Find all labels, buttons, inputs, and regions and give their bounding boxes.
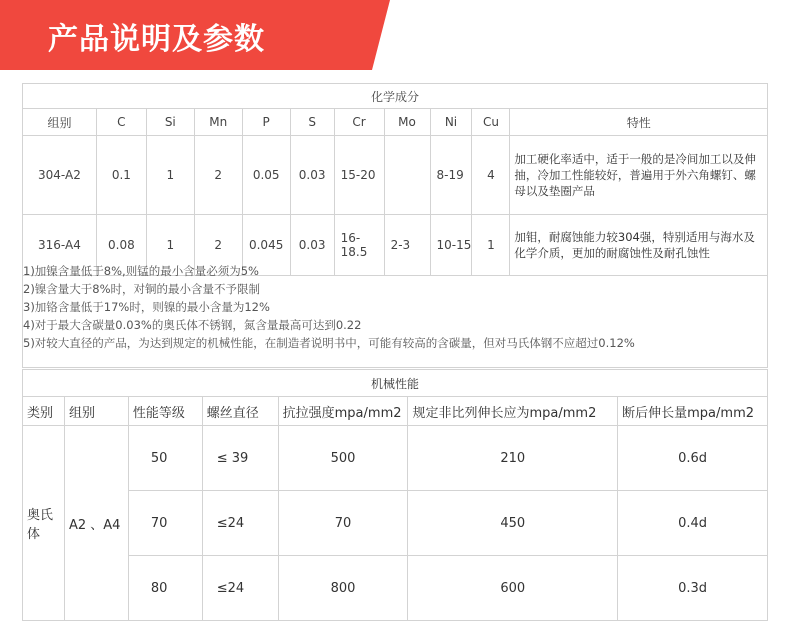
col-header-grade: 性能等级	[128, 397, 202, 426]
col-header-s: S	[290, 109, 334, 136]
cell-c: 0.08	[96, 215, 146, 276]
col-header-feature: 特性	[510, 109, 768, 136]
cell-cr: 15-20	[334, 136, 384, 215]
cell-cu: 4	[472, 136, 510, 215]
cell-tensile: 800	[278, 556, 408, 621]
cell-si: 1	[146, 215, 194, 276]
chemical-header-row	[23, 109, 768, 136]
col-header-cr: Cr	[334, 109, 384, 136]
col-header-ni: Ni	[430, 109, 472, 136]
cell-tensile: 70	[278, 491, 408, 556]
chemical-composition-table	[22, 83, 768, 276]
note-line: 5)对较大直径的产品，为达到规定的机械性能，在制造者说明书中，可能有较高的含碳量，但对马氏体钢不应超过0.12%	[23, 336, 635, 350]
col-header-p: P	[242, 109, 290, 136]
cell-p: 0.045	[242, 215, 290, 276]
chemical-caption: 化学成分	[23, 84, 768, 109]
col-header-cu: Cu	[472, 109, 510, 136]
cell-elongation: 0.6d	[618, 426, 768, 491]
cell-ni: 8-19	[430, 136, 472, 215]
cell-c: 0.1	[96, 136, 146, 215]
col-header-group: 组别	[64, 397, 128, 426]
col-header-tensile: 抗拉强度mpa/mm2	[278, 397, 408, 426]
cell-feature: 加钼，耐腐蚀能力较304强，特别适用与海水及化学介质，更加的耐腐蚀性及耐孔蚀性	[510, 215, 768, 276]
cell-cu: 1	[472, 215, 510, 276]
cell-p: 0.05	[242, 136, 290, 215]
cell-group: 304-A2	[23, 136, 97, 215]
cell-s: 0.03	[290, 215, 334, 276]
table-row	[23, 556, 768, 621]
cell-grade: 50	[128, 426, 202, 491]
col-header-diameter: 螺丝直径	[202, 397, 278, 426]
cell-si: 1	[146, 136, 194, 215]
cell-yield: 450	[408, 491, 618, 556]
col-header-c: C	[96, 109, 146, 136]
cell-diameter: ≤24	[202, 556, 278, 621]
mechanical-properties-table	[22, 369, 768, 621]
cell-mo	[384, 136, 430, 215]
table-row	[23, 491, 768, 556]
cell-cr: 16-18.5	[334, 215, 384, 276]
cell-s: 0.03	[290, 136, 334, 215]
cell-elongation: 0.4d	[618, 491, 768, 556]
table-row	[23, 136, 768, 215]
note-line: 4)对于最大含碳量0.03%的奥氏体不锈钢，氮含量最高可达到0.22	[23, 318, 362, 332]
cell-diameter: ≤ 39	[202, 426, 278, 491]
cell-feature: 加工硬化率适中，适于一般的是冷间加工以及伸抽，冷加工性能较好，普遍用于外六角螺钉、螺母以及垫圈产品	[510, 136, 768, 215]
chemical-notes	[22, 262, 768, 368]
col-header-si: Si	[146, 109, 194, 136]
note-line: 2)镍含量大于8%时，对铜的最小含量不予限制	[23, 282, 261, 296]
cell-group: 316-A4	[23, 215, 97, 276]
note-line: 1)加镍含量低于8%,则锰的最小含量必须为5%	[23, 264, 259, 278]
col-header-group: 组别	[23, 109, 97, 136]
cell-category: 奥氏 体	[23, 426, 65, 621]
col-header-elongation: 断后伸长量mpa/mm2	[618, 397, 768, 426]
cell-ni: 10-15	[430, 215, 472, 276]
cell-mn: 2	[194, 215, 242, 276]
cell-diameter: ≤24	[202, 491, 278, 556]
cell-grade: 70	[128, 491, 202, 556]
page-title: 产品说明及参数	[48, 22, 265, 57]
cell-grade: 80	[128, 556, 202, 621]
cell-elongation: 0.3d	[618, 556, 768, 621]
mechanical-header-row	[23, 397, 768, 426]
note-line: 3)加铬含量低于17%时，则镍的最小含量为12%	[23, 300, 270, 314]
cell-mo: 2-3	[384, 215, 430, 276]
cell-group: A2 、A4	[64, 426, 128, 621]
table-row	[23, 426, 768, 491]
cell-yield: 210	[408, 426, 618, 491]
col-header-mn: Mn	[194, 109, 242, 136]
col-header-yield: 规定非比列伸长应为mpa/mm2	[408, 397, 618, 426]
cell-yield: 600	[408, 556, 618, 621]
col-header-category: 类别	[23, 397, 65, 426]
header-banner	[0, 0, 790, 70]
col-header-mo: Mo	[384, 109, 430, 136]
cell-mn: 2	[194, 136, 242, 215]
cell-tensile: 500	[278, 426, 408, 491]
mechanical-caption: 机械性能	[23, 370, 768, 397]
